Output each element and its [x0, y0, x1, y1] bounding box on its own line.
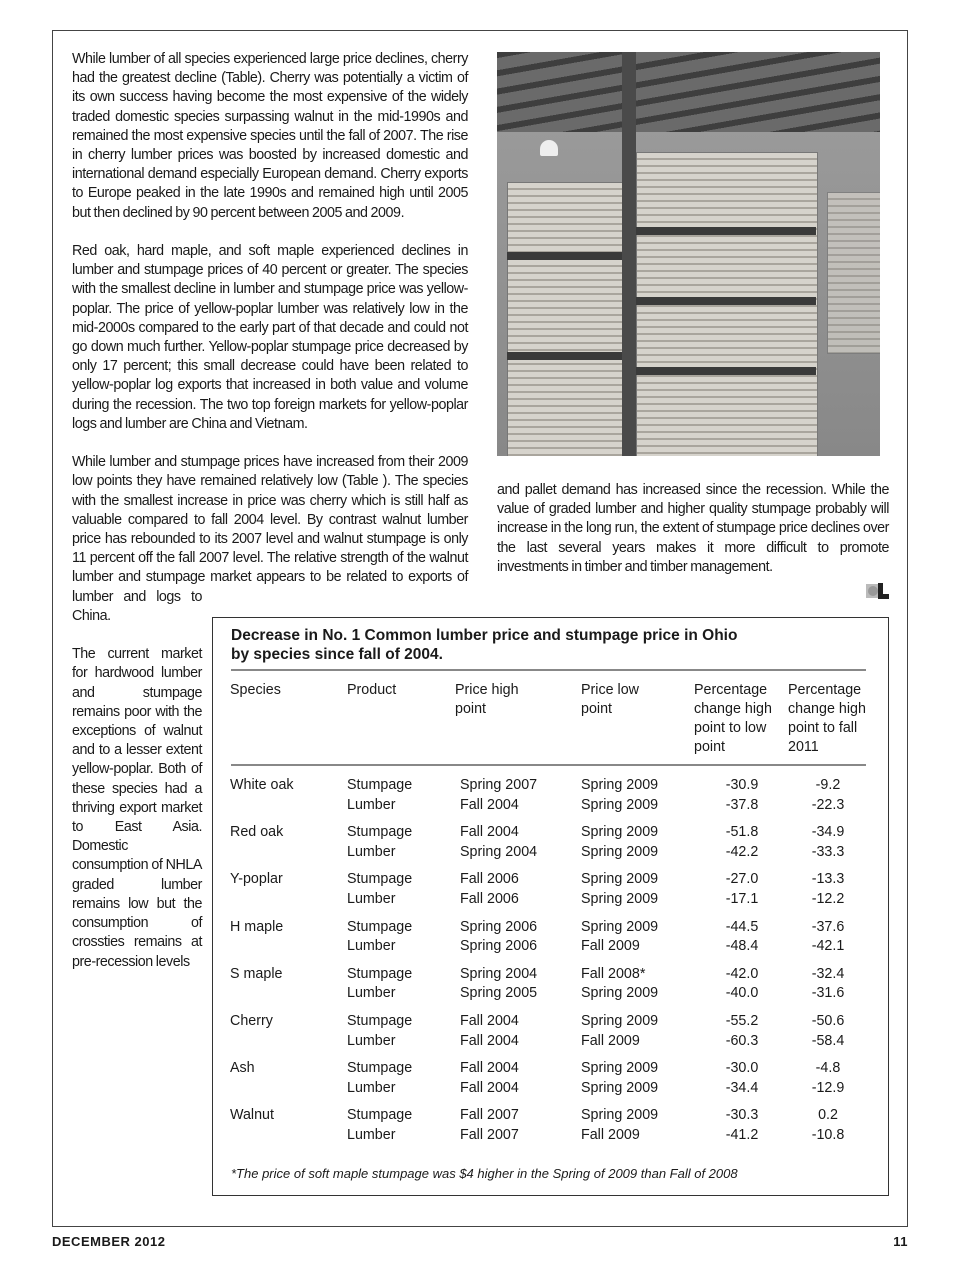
- lumber-warehouse-photo: [497, 52, 880, 456]
- table-divider: [231, 764, 866, 766]
- column-header: point to fall: [788, 720, 858, 736]
- price-low-cell: Spring 2009: [581, 985, 659, 1002]
- pct-change-low-cell: -48.4: [725, 938, 759, 955]
- price-low-cell: Spring 2009: [581, 890, 659, 907]
- lamp-icon: [540, 140, 558, 156]
- narrow-column-text: stumpage is only 11 percent off the fall 2007 level. The relative strength of the walnut lumber and stumpage market appears to be related to exports of lumber and logs to China.: [72, 531, 468, 624]
- pct-change-2011-cell: -34.9: [811, 824, 845, 841]
- pct-change-low-cell: -17.1: [725, 890, 759, 907]
- price-high-cell: Fall 2004: [460, 824, 519, 841]
- product-cell: Lumber: [347, 843, 396, 860]
- pct-change-low-cell: -37.8: [725, 796, 759, 813]
- species-cell: Walnut: [230, 1107, 274, 1124]
- price-high-cell: Spring 2006: [460, 938, 538, 955]
- column-header: point: [694, 739, 726, 755]
- pct-change-2011-cell: -50.6: [811, 1013, 845, 1029]
- paragraph-text: While lumber and stumpage prices have increased from their 2009 low points they have remained relatively low (Table ). The species with the smallest increase in price was cherry which is still half as valuable compared to fall 2004 level. By contrast walnut lumber price has rebounded to its 2007 level and walnut: [72, 454, 468, 548]
- pct-change-2011-cell: -4.8: [815, 1060, 841, 1077]
- table-title-line: by species since fall of 2004.: [231, 646, 443, 663]
- pct-change-low-cell: -34.4: [725, 1079, 759, 1096]
- pct-change-2011-cell: -12.9: [811, 1079, 845, 1096]
- product-cell: Lumber: [347, 938, 396, 955]
- price-low-cell: Spring 2009: [581, 918, 659, 935]
- pct-change-low-cell: -42.0: [725, 965, 759, 982]
- pct-change-low-cell: -41.2: [725, 1126, 759, 1143]
- column-header: Percentage: [788, 682, 862, 698]
- pct-change-low-cell: -40.0: [725, 985, 759, 1002]
- pct-change-2011-cell: -32.4: [811, 965, 845, 982]
- price-low-cell: Fall 2009: [581, 1032, 640, 1049]
- column-header: Species: [230, 682, 281, 698]
- pct-change-2011-cell: -10.8: [811, 1126, 845, 1143]
- species-cell: Red oak: [230, 824, 284, 841]
- column-header: change high: [694, 701, 772, 717]
- column-header: Price low: [581, 682, 639, 698]
- price-low-cell: Spring 2009: [581, 843, 659, 860]
- pct-change-low-cell: -30.3: [725, 1107, 759, 1124]
- price-high-cell: Fall 2004: [460, 1013, 519, 1029]
- pct-change-2011-cell: -12.2: [811, 890, 845, 907]
- product-cell: Lumber: [347, 1079, 396, 1096]
- price-low-cell: Fall 2009: [581, 1126, 640, 1143]
- product-cell: Lumber: [347, 890, 396, 907]
- species-cell: Y-poplar: [230, 871, 283, 888]
- pct-change-2011-cell: -13.3: [811, 871, 845, 888]
- column-header: point to low: [694, 720, 767, 736]
- price-high-cell: Fall 2006: [460, 871, 519, 888]
- price-low-cell: Spring 2009: [581, 1079, 659, 1096]
- product-cell: Lumber: [347, 796, 396, 813]
- price-low-cell: Spring 2009: [581, 1013, 659, 1029]
- price-high-cell: Spring 2004: [460, 843, 538, 860]
- pct-change-2011-cell: -42.1: [811, 938, 845, 955]
- product-cell: Stumpage: [347, 1107, 413, 1124]
- price-high-cell: Fall 2007: [460, 1126, 519, 1143]
- column-header: change high: [788, 701, 866, 717]
- table-divider: [231, 669, 866, 671]
- pct-change-2011-cell: -31.6: [811, 985, 845, 1002]
- price-high-cell: Spring 2006: [460, 918, 538, 935]
- species-cell: Cherry: [230, 1013, 273, 1029]
- footer-date: DECEMBER 2012: [52, 1234, 166, 1249]
- column-header: Percentage: [694, 682, 768, 698]
- paragraph: and pallet demand has increased since the recession. While the value of graded lumber and higher quality stumpage probably will increase in the long run, the extent of stumpage price declines over the last several years makes it more difficult to promote investments in timber and timber management.: [497, 482, 889, 575]
- price-low-cell: Spring 2009: [581, 1060, 659, 1077]
- paragraph: Red oak, hard maple, and soft maple experienced declines in lumber and stumpage prices of 40 percent or greater. The species with the smallest decline in lumber and stumpage price was yellow-poplar. The price of yellow-poplar lumber was relatively low in the mid-2000s compared to the early part of that decade and could not go down much further. Yellow-poplar stumpage price decreased by only 17 percent; this small decrease could have been related to yellow-poplar log exports that increased in both value and volume during the recession. The two top foreign markets for yellow-poplar logs and lumber are China and Vietnam.: [72, 243, 468, 432]
- end-mark-logo-icon: [866, 583, 890, 599]
- price-low-cell: Spring 2009: [581, 1107, 659, 1124]
- table-title-line: Decrease in No. 1 Common lumber price and stumpage price in Ohio: [231, 627, 738, 644]
- pct-change-2011-cell: -9.2: [815, 777, 841, 793]
- product-cell: Stumpage: [347, 871, 413, 888]
- paragraph: While lumber of all species experienced large price declines, cherry had the greatest decline (Table). Cherry was potentially a victim of its own success having become the most expensive of the widely traded domestic species surpassing walnut in the mid-1990s and remained the most expensive species until the fall of 2007. The rise in cherry lumber prices was boosted by increased domestic and international demand especially European demand. Cherry exports to Europe peaked in the late 1990s and remained high until 2005 but then declined by 90 percent between 2005 and 2009.: [72, 51, 468, 221]
- species-cell: S maple: [230, 965, 283, 982]
- pct-change-2011-cell: -22.3: [811, 796, 845, 813]
- price-high-cell: Fall 2004: [460, 796, 519, 813]
- product-cell: Stumpage: [347, 777, 413, 793]
- price-high-cell: Fall 2007: [460, 1107, 519, 1124]
- price-high-cell: Spring 2005: [460, 985, 538, 1002]
- pct-change-low-cell: -27.0: [725, 871, 759, 888]
- pct-change-low-cell: -55.2: [725, 1013, 759, 1029]
- price-high-cell: Fall 2004: [460, 1060, 519, 1077]
- paragraph: The current market for hardwood lumber and stumpage remains poor with the exceptions of walnut and to a lesser extent yellow-poplar. Both of these species had a thriving export market to East Asia. Domestic consumption of NHLA graded lumber remains low but the consumption of crossties remains at pre-recession levels: [72, 646, 202, 970]
- species-cell: Ash: [230, 1060, 255, 1077]
- price-low-cell: Spring 2009: [581, 796, 659, 813]
- column-header: point: [455, 701, 487, 717]
- product-cell: Lumber: [347, 1126, 396, 1143]
- price-high-cell: Spring 2007: [460, 777, 538, 793]
- pct-change-low-cell: -51.8: [725, 824, 759, 841]
- pct-change-low-cell: -30.9: [725, 777, 759, 793]
- price-high-cell: Fall 2004: [460, 1032, 519, 1049]
- price-low-cell: Spring 2009: [581, 824, 659, 841]
- pct-change-low-cell: -30.0: [725, 1060, 759, 1077]
- column-header: 2011: [788, 739, 819, 755]
- pct-change-2011-cell: 0.2: [818, 1107, 838, 1124]
- pct-change-2011-cell: -58.4: [811, 1032, 845, 1049]
- column-header: point: [581, 701, 613, 717]
- price-low-cell: Spring 2009: [581, 777, 659, 793]
- product-cell: Stumpage: [347, 824, 413, 841]
- price-decrease-table: [212, 617, 889, 1196]
- species-cell: White oak: [230, 777, 294, 793]
- product-cell: Lumber: [347, 1032, 396, 1049]
- page-number: 11: [893, 1234, 908, 1249]
- column-header: Product: [347, 682, 397, 698]
- pct-change-low-cell: -44.5: [725, 918, 759, 935]
- table-title: [231, 626, 737, 664]
- table-footnote: *The price of soft maple stumpage was $4 higher in the Spring of 2009 than Fall of 2008: [231, 1166, 738, 1181]
- price-high-cell: Spring 2004: [460, 965, 538, 982]
- column-header: Price high: [455, 682, 519, 698]
- pct-change-2011-cell: -33.3: [811, 843, 845, 860]
- pct-change-low-cell: -60.3: [725, 1032, 759, 1049]
- product-cell: Lumber: [347, 985, 396, 1002]
- product-cell: Stumpage: [347, 918, 413, 935]
- pct-change-2011-cell: -37.6: [811, 918, 845, 935]
- price-high-cell: Fall 2006: [460, 890, 519, 907]
- price-low-cell: Spring 2009: [581, 871, 659, 888]
- product-cell: Stumpage: [347, 1013, 413, 1029]
- pct-change-low-cell: -42.2: [725, 843, 759, 860]
- price-low-cell: Fall 2008*: [581, 965, 646, 982]
- right-column: [497, 481, 889, 596]
- price-high-cell: Fall 2004: [460, 1079, 519, 1096]
- product-cell: Stumpage: [347, 1060, 413, 1077]
- species-cell: H maple: [230, 918, 284, 935]
- product-cell: Stumpage: [347, 965, 413, 982]
- price-low-cell: Fall 2009: [581, 938, 640, 955]
